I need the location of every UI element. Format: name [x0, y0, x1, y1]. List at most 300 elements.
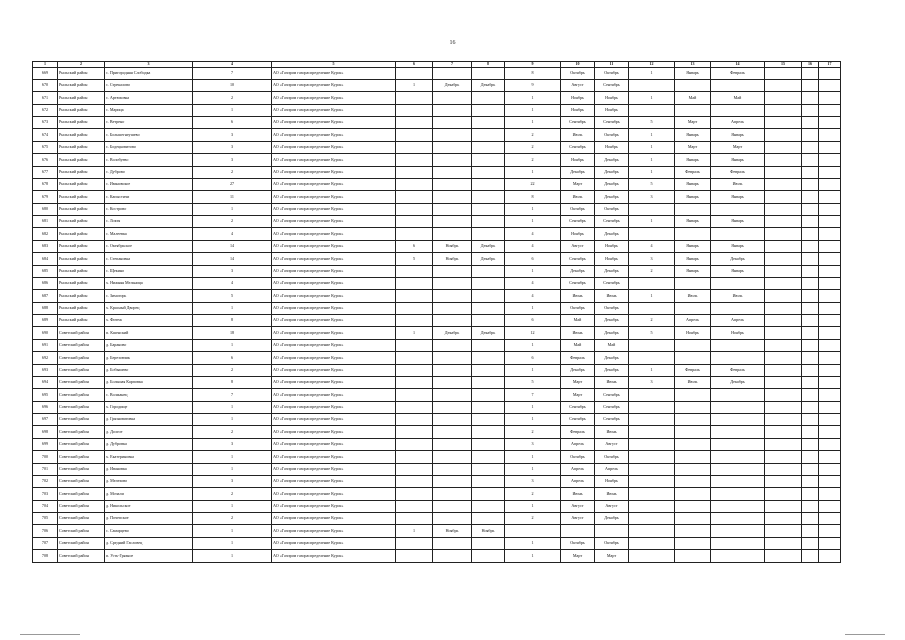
- table-cell: АО «Газпром газораспределение Курск»: [272, 178, 396, 190]
- table-cell: [629, 414, 675, 426]
- table-cell: [629, 550, 675, 562]
- table-cell: [472, 290, 505, 302]
- table-cell: с. Малеевка: [105, 228, 193, 240]
- table-cell: [765, 426, 802, 438]
- table-cell: [433, 129, 472, 141]
- data-table: [32, 61, 841, 563]
- table-cell: Июль: [561, 129, 595, 141]
- table-cell: Май: [675, 92, 711, 104]
- table-cell: Июнь: [595, 290, 629, 302]
- table-cell: [765, 327, 802, 339]
- table-cell: [765, 339, 802, 351]
- table-cell: 683: [33, 240, 58, 252]
- table-cell: 3: [193, 129, 272, 141]
- table-cell: с. Волжанец: [105, 389, 193, 401]
- table-cell: АО «Газпром газораспределение Курск»: [272, 475, 396, 487]
- table-cell: [433, 426, 472, 438]
- table-cell: 11: [193, 191, 272, 203]
- table-row: [33, 302, 841, 314]
- table-cell: [396, 203, 433, 215]
- table-row: [33, 265, 841, 277]
- table-cell: 706: [33, 525, 58, 537]
- table-cell: [472, 364, 505, 376]
- table-row: [33, 104, 841, 116]
- table-cell: Март: [595, 550, 629, 562]
- table-cell: Январь: [675, 154, 711, 166]
- table-cell: [802, 178, 819, 190]
- table-cell: Сентябрь: [595, 216, 629, 228]
- table-cell: Апрель: [711, 117, 765, 129]
- table-cell: [675, 339, 711, 351]
- table-cell: Советский район: [58, 401, 105, 413]
- table-cell: 2: [505, 488, 561, 500]
- table-cell: [675, 228, 711, 240]
- table-cell: 12: [505, 327, 561, 339]
- table-cell: [675, 302, 711, 314]
- table-row: [33, 129, 841, 141]
- table-cell: Апрель: [561, 475, 595, 487]
- table-cell: [802, 550, 819, 562]
- table-cell: АО «Газпром газораспределение Курск»: [272, 451, 396, 463]
- table-cell: с. Кострово: [105, 203, 193, 215]
- table-cell: [472, 92, 505, 104]
- table-cell: Сентябрь: [595, 79, 629, 91]
- table-cell: д. Ивановка: [105, 463, 193, 475]
- table-cell: д. Большая Карповка: [105, 376, 193, 388]
- table-cell: Февраль: [711, 67, 765, 79]
- table-cell: [396, 228, 433, 240]
- table-cell: [433, 166, 472, 178]
- table-cell: [819, 191, 841, 203]
- table-cell: 695: [33, 389, 58, 401]
- table-cell: Декабрь: [472, 253, 505, 265]
- table-cell: [819, 228, 841, 240]
- table-cell: [802, 166, 819, 178]
- table-row: [33, 290, 841, 302]
- table-cell: [802, 141, 819, 153]
- table-cell: [472, 401, 505, 413]
- table-cell: [765, 166, 802, 178]
- table-cell: [396, 550, 433, 562]
- table-cell: Ноябрь: [472, 525, 505, 537]
- table-cell: [472, 426, 505, 438]
- column-number-1: 1: [33, 62, 58, 68]
- table-cell: Март: [675, 117, 711, 129]
- table-cell: 4: [629, 240, 675, 252]
- table-cell: 6: [505, 315, 561, 327]
- table-row: [33, 339, 841, 351]
- table-cell: д. Бараново: [105, 339, 193, 351]
- table-cell: [472, 352, 505, 364]
- table-cell: 670: [33, 79, 58, 91]
- table-cell: [802, 290, 819, 302]
- table-cell: [629, 451, 675, 463]
- table-cell: Август: [561, 500, 595, 512]
- table-cell: АО «Газпром газораспределение Курск»: [272, 277, 396, 289]
- table-cell: [675, 463, 711, 475]
- table-cell: [802, 315, 819, 327]
- table-cell: Март: [561, 550, 595, 562]
- table-cell: [396, 364, 433, 376]
- table-cell: АО «Газпром газораспределение Курск»: [272, 129, 396, 141]
- table-cell: [765, 191, 802, 203]
- table-cell: [396, 475, 433, 487]
- table-cell: АО «Газпром газораспределение Курск»: [272, 315, 396, 327]
- table-cell: Февраль: [675, 364, 711, 376]
- table-row: [33, 191, 841, 203]
- table-cell: [472, 414, 505, 426]
- table-cell: [472, 191, 505, 203]
- table-cell: 14: [193, 253, 272, 265]
- table-cell: Январь: [711, 191, 765, 203]
- table-cell: АО «Газпром газораспределение Курск»: [272, 414, 396, 426]
- table-cell: [396, 513, 433, 525]
- table-cell: Апрель: [595, 463, 629, 475]
- table-cell: АО «Газпром газораспределение Курск»: [272, 203, 396, 215]
- table-cell: Июль: [711, 178, 765, 190]
- table-cell: Январь: [675, 129, 711, 141]
- table-cell: 1: [505, 265, 561, 277]
- table-cell: 699: [33, 438, 58, 450]
- table-cell: [396, 191, 433, 203]
- table-cell: Сентябрь: [561, 117, 595, 129]
- table-cell: [765, 253, 802, 265]
- table-cell: д. Мочали: [105, 488, 193, 500]
- table-cell: [765, 451, 802, 463]
- table-cell: [472, 104, 505, 116]
- table-cell: [711, 414, 765, 426]
- table-cell: [802, 253, 819, 265]
- table-cell: [433, 451, 472, 463]
- table-cell: [472, 488, 505, 500]
- table-cell: 7: [193, 389, 272, 401]
- table-cell: [819, 376, 841, 388]
- table-cell: [472, 277, 505, 289]
- table-cell: [396, 426, 433, 438]
- table-cell: АО «Газпром газораспределение Курск»: [272, 327, 396, 339]
- table-cell: [396, 389, 433, 401]
- table-cell: [819, 277, 841, 289]
- table-cell: [765, 500, 802, 512]
- table-cell: [765, 265, 802, 277]
- table-cell: 7: [193, 67, 272, 79]
- table-cell: Ноябрь: [711, 327, 765, 339]
- table-cell: Декабрь: [595, 265, 629, 277]
- table-cell: [711, 426, 765, 438]
- table-cell: Октябрь: [595, 302, 629, 314]
- table-cell: Июль: [675, 376, 711, 388]
- table-cell: 2: [629, 315, 675, 327]
- table-cell: [433, 67, 472, 79]
- table-cell: [472, 166, 505, 178]
- table-cell: [433, 475, 472, 487]
- table-cell: Ноябрь: [433, 240, 472, 252]
- table-cell: 8: [193, 315, 272, 327]
- table-cell: [802, 537, 819, 549]
- table-cell: [765, 463, 802, 475]
- table-cell: [819, 79, 841, 91]
- table-cell: 1: [505, 451, 561, 463]
- table-cell: [765, 414, 802, 426]
- table-cell: [802, 191, 819, 203]
- table-row: [33, 92, 841, 104]
- table-cell: [765, 290, 802, 302]
- table-cell: 3: [193, 154, 272, 166]
- table-cell: [711, 438, 765, 450]
- column-number-2: 2: [58, 62, 105, 68]
- table-cell: д. Никольское: [105, 500, 193, 512]
- table-cell: [711, 277, 765, 289]
- table-cell: АО «Газпром газораспределение Курск»: [272, 364, 396, 376]
- table-cell: [433, 500, 472, 512]
- table-cell: [629, 104, 675, 116]
- table-cell: Сентябрь: [561, 414, 595, 426]
- table-cell: с. Ивановское: [105, 178, 193, 190]
- table-cell: АО «Газпром газораспределение Курск»: [272, 79, 396, 91]
- table-cell: 1: [505, 537, 561, 549]
- table-cell: [675, 525, 711, 537]
- table-cell: [819, 104, 841, 116]
- table-cell: 3: [629, 376, 675, 388]
- table-cell: [472, 451, 505, 463]
- table-cell: Январь: [675, 265, 711, 277]
- table-cell: с. Бодецковитово: [105, 141, 193, 153]
- table-cell: 1: [396, 525, 433, 537]
- table-cell: 1: [193, 537, 272, 549]
- table-cell: [819, 488, 841, 500]
- table-cell: [472, 376, 505, 388]
- table-cell: 1: [505, 302, 561, 314]
- table-cell: 1: [505, 92, 561, 104]
- table-row: [33, 376, 841, 388]
- table-cell: [433, 414, 472, 426]
- table-cell: [802, 475, 819, 487]
- table-cell: Апрель: [675, 315, 711, 327]
- table-cell: [819, 265, 841, 277]
- table-cell: Ноябрь: [595, 104, 629, 116]
- table-cell: 3: [629, 253, 675, 265]
- table-cell: 690: [33, 327, 58, 339]
- table-cell: Советский район: [58, 475, 105, 487]
- table-cell: [711, 401, 765, 413]
- table-cell: Рыльский район: [58, 315, 105, 327]
- table-cell: 8: [505, 67, 561, 79]
- table-cell: 1: [505, 216, 561, 228]
- table-cell: с. Локтя: [105, 216, 193, 228]
- table-cell: 4: [505, 228, 561, 240]
- table-row: [33, 426, 841, 438]
- table-cell: Ноябрь: [561, 154, 595, 166]
- table-cell: 1: [629, 92, 675, 104]
- table-cell: [765, 67, 802, 79]
- table-cell: д. Мелехово: [105, 475, 193, 487]
- column-number-11: 11: [595, 62, 629, 68]
- table-cell: 705: [33, 513, 58, 525]
- column-number-13: 13: [675, 62, 711, 68]
- table-cell: АО «Газпром газораспределение Курск»: [272, 376, 396, 388]
- table-cell: АО «Газпром газораспределение Курск»: [272, 500, 396, 512]
- table-cell: Январь: [675, 191, 711, 203]
- table-cell: [629, 352, 675, 364]
- table-cell: 4: [193, 277, 272, 289]
- table-cell: 1: [505, 104, 561, 116]
- table-cell: 685: [33, 265, 58, 277]
- table-cell: [396, 178, 433, 190]
- table-cell: [802, 500, 819, 512]
- table-cell: Декабрь: [595, 315, 629, 327]
- table-cell: [433, 104, 472, 116]
- table-cell: 1: [505, 364, 561, 376]
- table-cell: 697: [33, 414, 58, 426]
- table-cell: с. Волобуево: [105, 154, 193, 166]
- table-cell: 1: [629, 364, 675, 376]
- table-cell: Январь: [675, 178, 711, 190]
- table-cell: [802, 364, 819, 376]
- table-cell: Март: [561, 178, 595, 190]
- table-cell: [711, 550, 765, 562]
- table-cell: Апрель: [711, 315, 765, 327]
- table-cell: [765, 216, 802, 228]
- table-row: [33, 488, 841, 500]
- table-cell: 1: [505, 203, 561, 215]
- table-cell: [765, 537, 802, 549]
- table-cell: 684: [33, 253, 58, 265]
- table-cell: [711, 525, 765, 537]
- table-cell: с. Октябрьское: [105, 240, 193, 252]
- table-cell: Рыльский район: [58, 228, 105, 240]
- table-cell: Февраль: [711, 166, 765, 178]
- table-cell: 671: [33, 92, 58, 104]
- table-cell: Советский район: [58, 364, 105, 376]
- table-cell: [819, 389, 841, 401]
- table-cell: [711, 104, 765, 116]
- table-cell: [765, 550, 802, 562]
- table-cell: [802, 277, 819, 289]
- table-cell: [396, 302, 433, 314]
- table-cell: [802, 129, 819, 141]
- table-cell: [675, 277, 711, 289]
- table-row: [33, 240, 841, 252]
- table-row: [33, 67, 841, 79]
- table-cell: Декабрь: [711, 253, 765, 265]
- table-cell: [472, 302, 505, 314]
- table-cell: [433, 352, 472, 364]
- table-cell: [819, 216, 841, 228]
- table-cell: Рыльский район: [58, 67, 105, 79]
- table-cell: Рыльский район: [58, 191, 105, 203]
- table-cell: Ноябрь: [675, 327, 711, 339]
- table-cell: Январь: [711, 265, 765, 277]
- table-cell: 1: [193, 203, 272, 215]
- table-cell: [433, 117, 472, 129]
- table-cell: Сентябрь: [561, 216, 595, 228]
- table-row: [33, 253, 841, 265]
- table-cell: Октябрь: [595, 203, 629, 215]
- table-cell: [472, 67, 505, 79]
- table-cell: Советский район: [58, 488, 105, 500]
- table-cell: [396, 265, 433, 277]
- table-cell: [819, 315, 841, 327]
- table-cell: Декабрь: [595, 327, 629, 339]
- table-cell: д. Почепское: [105, 513, 193, 525]
- table-cell: с. Марица: [105, 104, 193, 116]
- table-row: [33, 315, 841, 327]
- table-cell: [765, 389, 802, 401]
- table-cell: 5: [193, 290, 272, 302]
- table-cell: [711, 513, 765, 525]
- table-cell: п. Кшенский: [105, 327, 193, 339]
- table-cell: [629, 500, 675, 512]
- table-cell: 8: [193, 376, 272, 388]
- table-row: [33, 277, 841, 289]
- table-cell: 1: [629, 154, 675, 166]
- table-cell: Сентябрь: [561, 277, 595, 289]
- table-cell: Июнь: [561, 327, 595, 339]
- table-cell: [396, 92, 433, 104]
- table-cell: [629, 79, 675, 91]
- table-cell: д. Дубровка: [105, 438, 193, 450]
- table-cell: [819, 178, 841, 190]
- table-cell: [711, 475, 765, 487]
- table-cell: [472, 463, 505, 475]
- scan-artifact-line: [20, 634, 80, 635]
- table-cell: [765, 92, 802, 104]
- table-cell: [433, 438, 472, 450]
- table-cell: Рыльский район: [58, 302, 105, 314]
- table-cell: АО «Газпром газораспределение Курск»: [272, 253, 396, 265]
- table-cell: Сентябрь: [595, 401, 629, 413]
- table-cell: [765, 117, 802, 129]
- table-cell: [819, 525, 841, 537]
- table-cell: Советский район: [58, 352, 105, 364]
- table-cell: Март: [561, 389, 595, 401]
- table-cell: [819, 240, 841, 252]
- table-cell: 5: [629, 327, 675, 339]
- table-cell: Август: [561, 240, 595, 252]
- table-cell: АО «Газпром газораспределение Курск»: [272, 389, 396, 401]
- table-cell: Декабрь: [433, 327, 472, 339]
- table-cell: [433, 277, 472, 289]
- table-cell: 1: [629, 166, 675, 178]
- table-cell: 2: [193, 364, 272, 376]
- table-cell: [802, 438, 819, 450]
- table-cell: [802, 240, 819, 252]
- table-cell: [819, 475, 841, 487]
- table-cell: 708: [33, 550, 58, 562]
- table-cell: Советский район: [58, 438, 105, 450]
- table-cell: [433, 302, 472, 314]
- table-cell: 6: [396, 240, 433, 252]
- table-cell: 2: [505, 426, 561, 438]
- table-cell: Октябрь: [561, 537, 595, 549]
- table-row: [33, 178, 841, 190]
- table-cell: [819, 67, 841, 79]
- table-cell: Апрель: [561, 463, 595, 475]
- table-cell: [472, 216, 505, 228]
- table-cell: Декабрь: [595, 191, 629, 203]
- table-cell: Рыльский район: [58, 104, 105, 116]
- table-cell: 1: [193, 414, 272, 426]
- table-cell: 14: [193, 240, 272, 252]
- table-cell: [472, 117, 505, 129]
- table-cell: [711, 451, 765, 463]
- table-cell: [396, 315, 433, 327]
- table-cell: Январь: [675, 67, 711, 79]
- table-cell: 687: [33, 290, 58, 302]
- table-cell: [765, 364, 802, 376]
- table-cell: [433, 463, 472, 475]
- table-cell: АО «Газпром газораспределение Курск»: [272, 488, 396, 500]
